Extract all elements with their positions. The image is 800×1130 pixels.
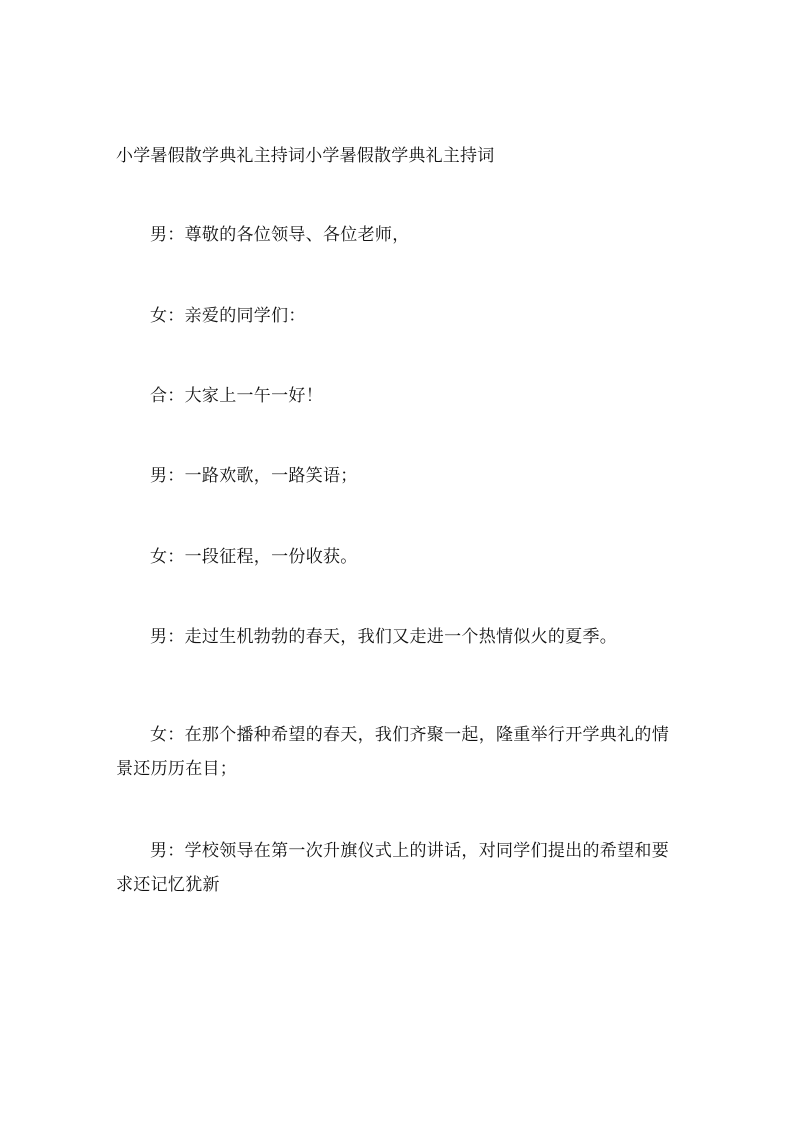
paragraph-8: 男：学校领导在第一次升旗仪式上的讲话，对同学们提出的希望和要求还记忆犹新 (116, 841, 669, 895)
paragraph-4: 男：一路欢歌，一路笑语； (150, 466, 358, 486)
paragraph-3: 合：大家上一午一好！ (150, 386, 323, 406)
paragraph-2: 女：亲爱的同学们： (150, 306, 306, 326)
paragraph-1: 男：尊敬的各位领导、各位老师， (150, 225, 410, 245)
paragraph-6: 男：走过生机勃勃的春天，我们又走进一个热情似火的夏季。 (150, 627, 618, 647)
paragraph-5: 女：一段征程，一份收获。 (150, 547, 358, 567)
document-title: 小学暑假散学典礼主持词小学暑假散学典礼主持词 (116, 146, 495, 166)
paragraph-7: 女：在那个播种希望的春天，我们齐聚一起，隆重举行开学典礼的情景还历历在目； (116, 725, 669, 779)
